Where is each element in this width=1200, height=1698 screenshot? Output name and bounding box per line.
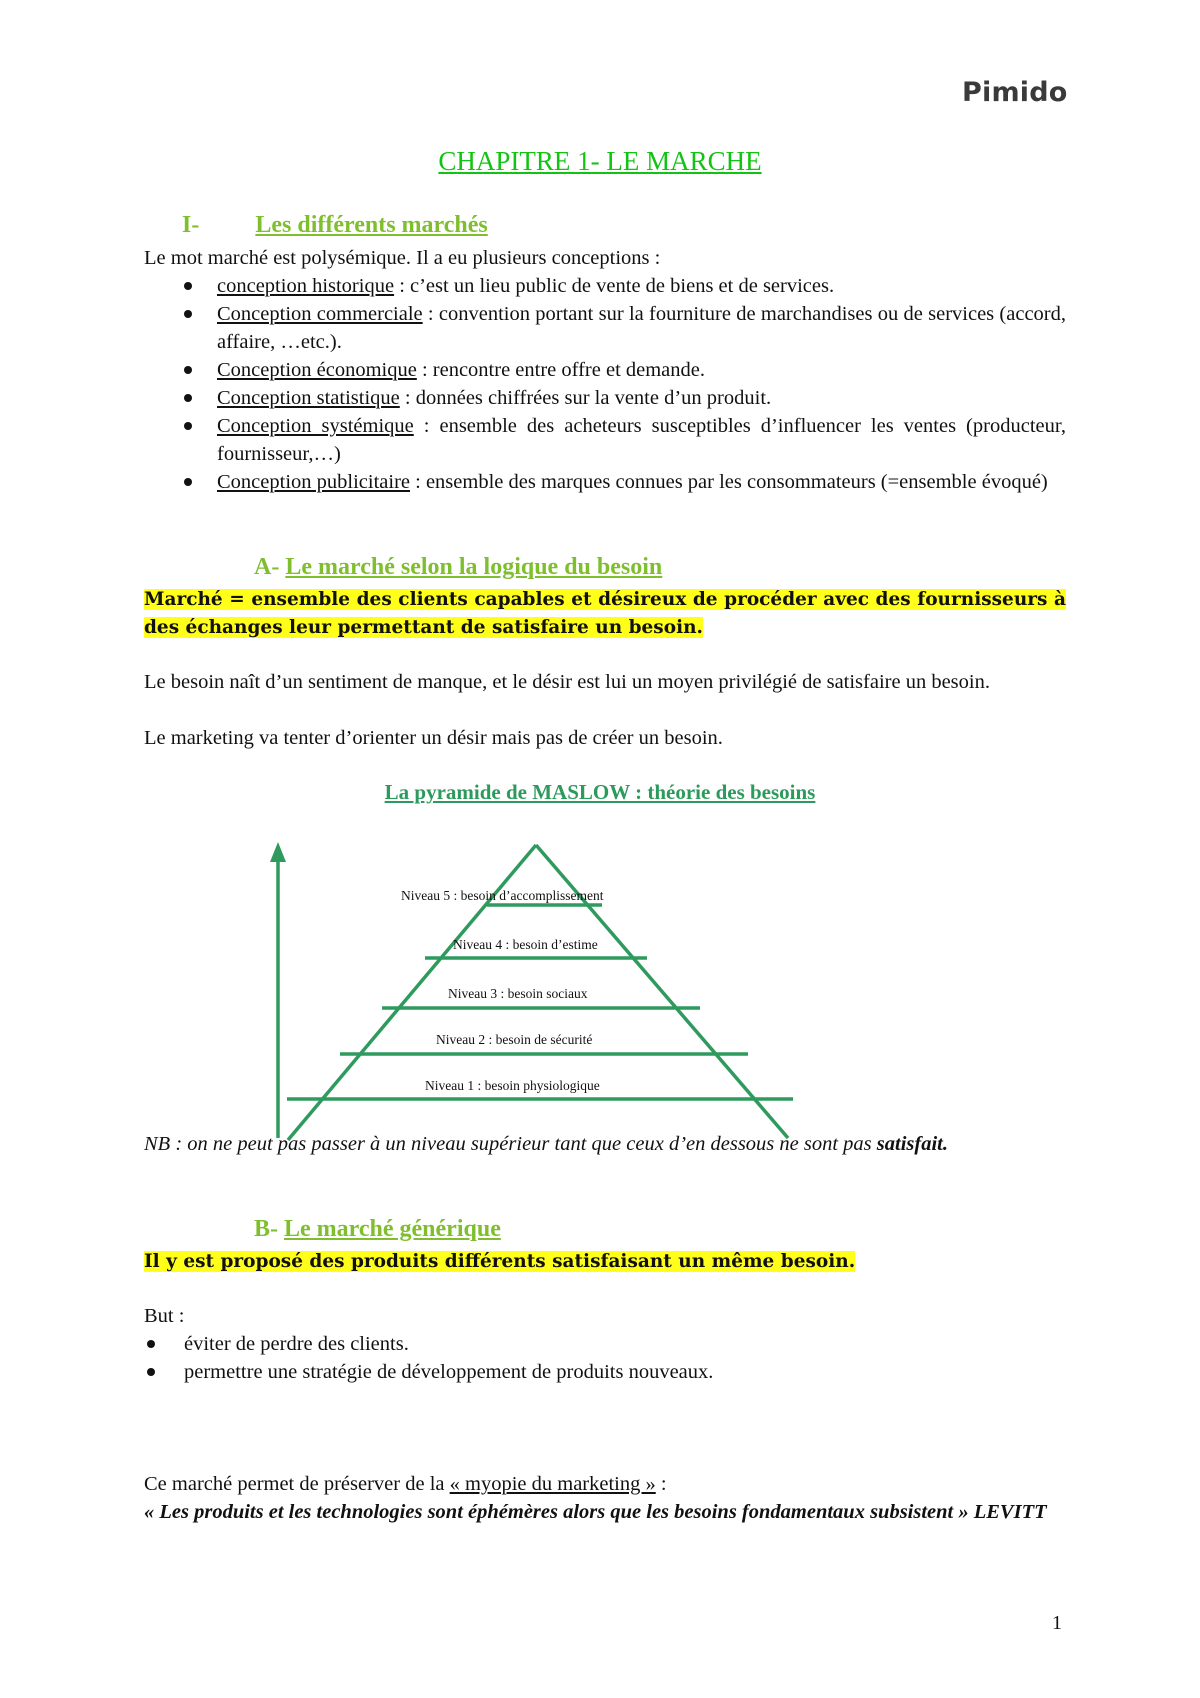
levitt-quote: « Les produits et les technologies sont éphémères alors que les besoins fondamentaux subsistent » LEVITT — [144, 1501, 1047, 1523]
generic-market-definition — [144, 1248, 855, 1276]
but-list — [144, 1330, 1066, 1386]
list-item-term: Conception économique — [217, 359, 417, 381]
nb-note — [144, 1130, 1066, 1158]
section-b-heading — [254, 1216, 501, 1243]
list-item-term: Conception commerciale — [217, 303, 423, 325]
marketing-paragraph: Le marketing va tenter d’orienter un désir mais pas de créer un besoin. — [144, 727, 723, 749]
section-1-intro: Le mot marché est polysémique. Il a eu plusieurs conceptions : — [144, 247, 661, 269]
page-title: CHAPITRE 1- LE MARCHE — [438, 146, 762, 176]
level-5-label: Niveau 5 : besoin d’accomplissement — [401, 888, 604, 903]
list-item-text: éviter de perdre des clients. — [184, 1333, 409, 1355]
level-1-label: Niveau 1 : besoin physiologique — [425, 1078, 600, 1093]
list-item — [144, 1330, 1066, 1358]
arrow-head-icon — [270, 842, 286, 862]
need-paragraph: Le besoin naît d’un sentiment de manque, et le désir est lui un moyen privilégié de satisfaire un besoin. — [144, 671, 990, 693]
list-item-text: : convention portant sur la fourniture de marchandises ou de services (accord, affaire, …etc.). — [217, 303, 1066, 353]
nb-lead: NB : — [144, 1133, 183, 1155]
section-1-number: I- — [182, 212, 200, 238]
myopia-intro — [144, 1470, 667, 1498]
section-b-title: Le marché générique — [284, 1216, 501, 1242]
nb-text: on ne peut pas passer à un niveau supérieur tant que ceux d’en dessous ne sont pas — [182, 1133, 877, 1155]
list-item-text: : données chiffrées sur la vente d’un produit. — [399, 387, 772, 409]
myopia-tail: : — [655, 1473, 667, 1495]
list-item-text: : rencontre entre offre et demande. — [416, 359, 706, 381]
list-item-text: : ensemble des acheteurs susceptibles d’influencer les ventes (producteur, fournisseur,…) — [217, 415, 1066, 465]
but-label: But : — [144, 1305, 185, 1327]
generic-market-definition-text: Il y est proposé des produits différents satisfaisant un même besoin. — [144, 1251, 856, 1272]
page-number: 1 — [1052, 1612, 1062, 1634]
level-4-label: Niveau 4 : besoin d’estime — [453, 937, 598, 952]
list-item — [144, 1358, 1066, 1386]
list-item-term: Conception systémique — [217, 415, 414, 437]
brand-logo: Pimido — [962, 77, 1068, 108]
list-item-text: permettre une stratégie de développement de produits nouveaux. — [184, 1361, 714, 1383]
section-1-title: Les différents marchés — [255, 212, 488, 238]
pyramid-title: La pyramide de MASLOW : théorie des besoins — [384, 780, 816, 804]
list-item-term: conception historique — [217, 275, 395, 297]
myopia-term: « myopie du marketing » — [449, 1473, 656, 1495]
level-3-label: Niveau 3 : besoin sociaux — [448, 986, 588, 1001]
list-item-text: : ensemble des marques connues par les consommateurs (=ensemble évoqué) — [410, 471, 1048, 493]
level-2-label: Niveau 2 : besoin de sécurité — [436, 1032, 593, 1047]
myopia-lead: Ce marché permet de préserver de la — [144, 1473, 450, 1495]
nb-end: satisfait. — [876, 1133, 948, 1155]
section-a-number: A- — [254, 554, 280, 580]
list-item-term: Conception statistique — [217, 387, 400, 409]
bullet-icon — [147, 1340, 155, 1348]
bullet-icon — [147, 1368, 155, 1376]
market-definition-text: Marché = ensemble des clients capables et désireux de procéder avec des fournisseurs à des échanges leur permettant de satisfaire un besoin. — [144, 589, 1066, 638]
section-b-number: B- — [254, 1216, 278, 1242]
list-item-term: Conception publicitaire — [217, 471, 410, 493]
list-item-text: : c’est un lieu public de vente de biens et de services. — [394, 275, 835, 297]
section-a-title: Le marché selon la logique du besoin — [285, 554, 663, 580]
